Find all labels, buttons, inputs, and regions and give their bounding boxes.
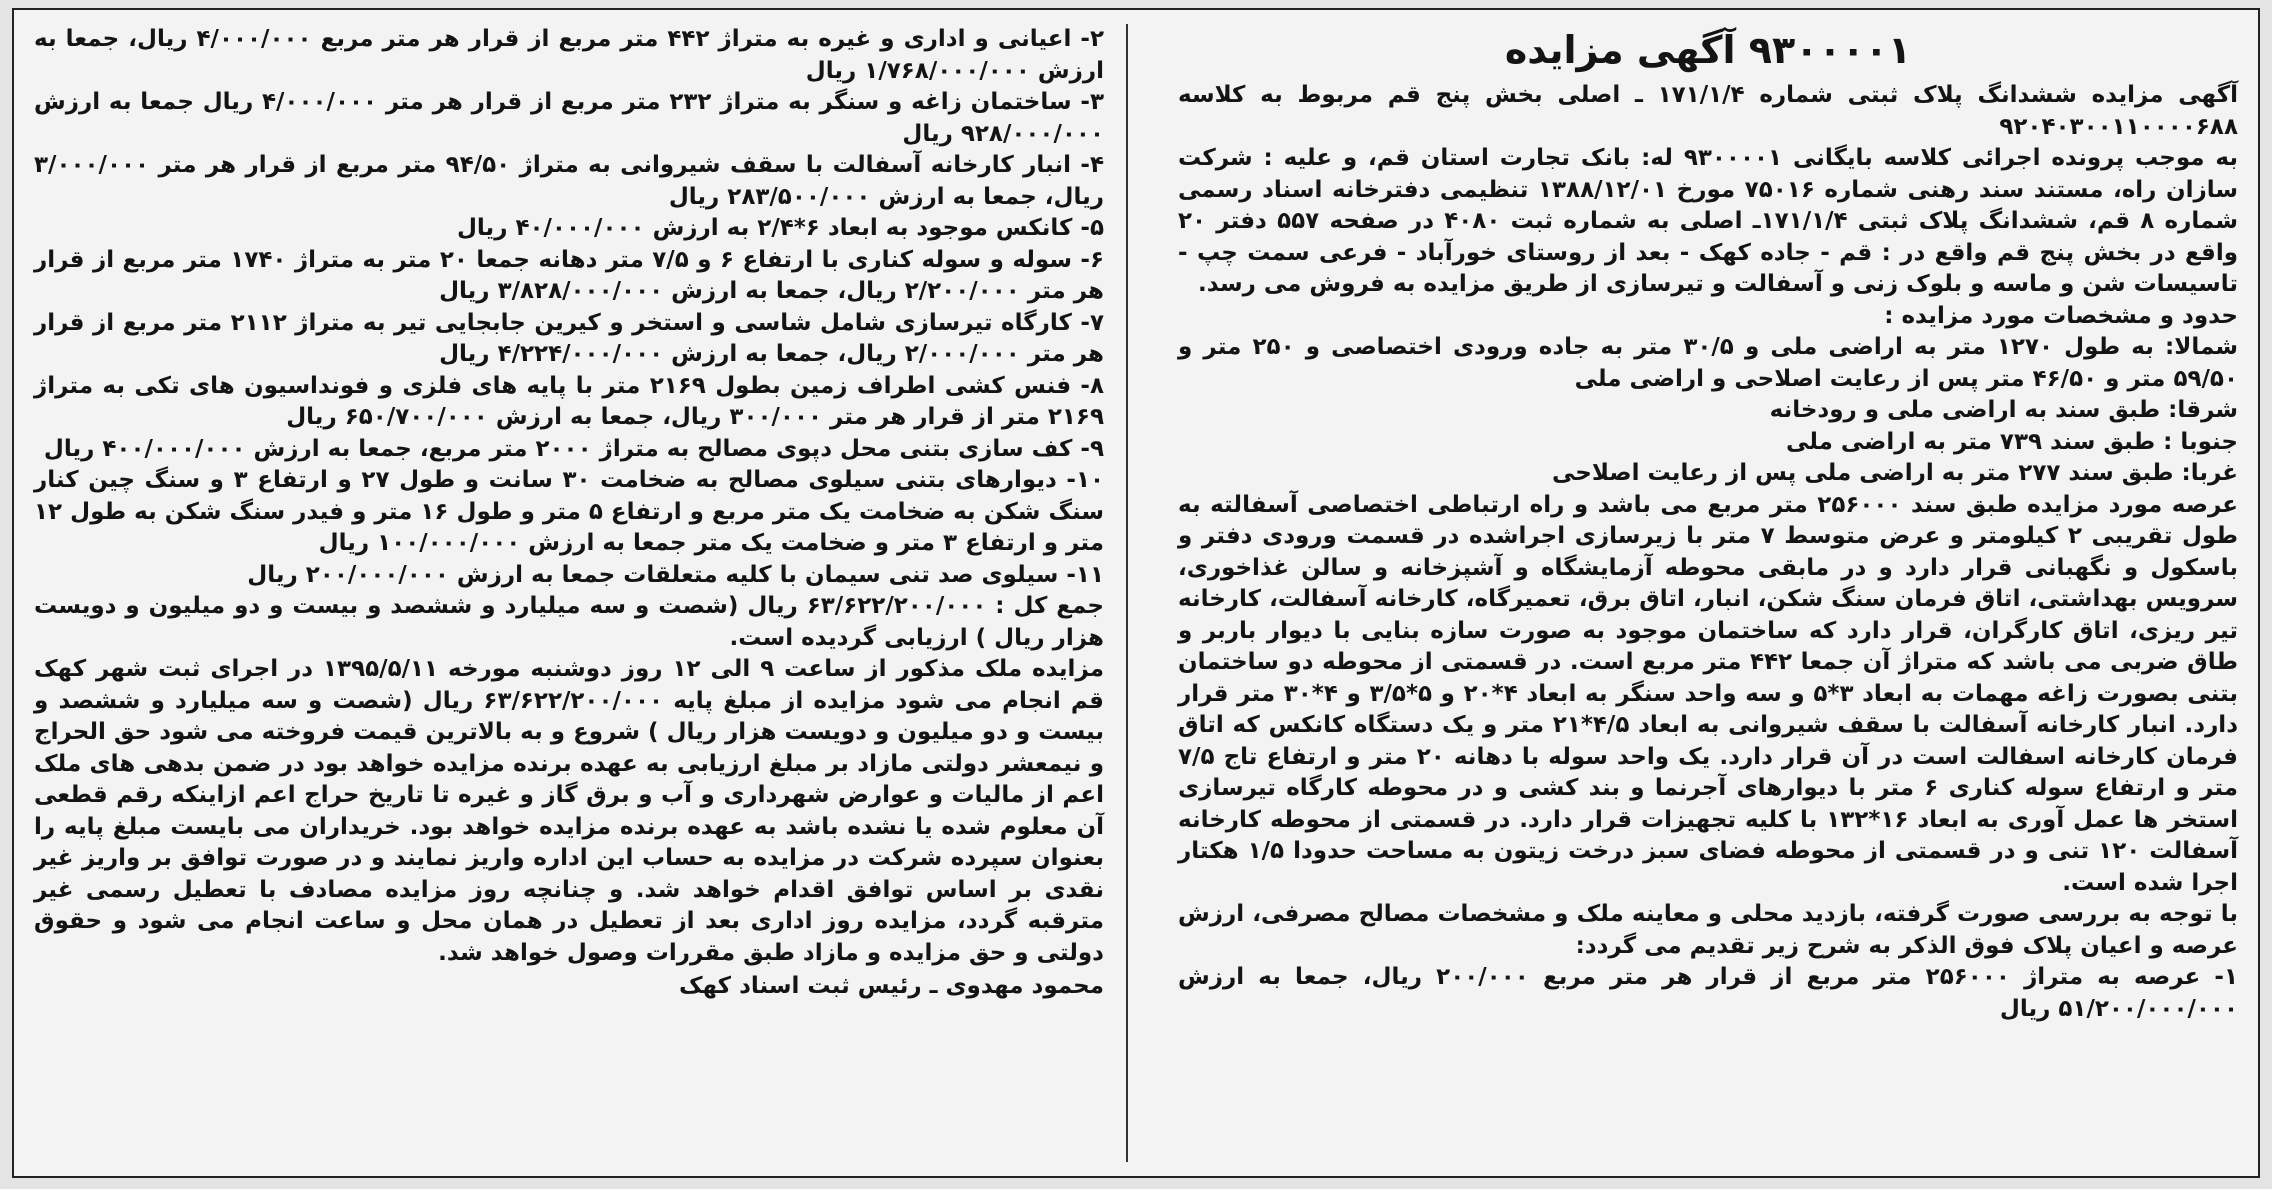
valuation-intro: با توجه به بررسی صورت گرفته، بازدید محلی و معاینه ملک و مشخصات مصالح مصرفی، ارزش عرصه و اعیان پلاک فوق الذکر به شرح زیر تقدیم می گردد: xyxy=(1178,901,2238,959)
notice-frame xyxy=(12,8,2260,1178)
valuation-item-2: ۲- اعیانی و اداری و غیره به متراژ ۴۴۲ متر مربع از قرار هر متر مربع ۴/۰۰۰/۰۰۰ ریال، جمعا به ارزش ۱/۷۶۸/۰۰۰/۰۰۰ ریال xyxy=(34,26,1104,84)
valuation-item-3: ۳- ساختمان زاغه و سنگر به متراژ ۲۳۲ متر مربع از قرار هر متر ۴/۰۰۰/۰۰۰ ریال جمعا به ارزش ۹۲۸/۰۰۰/۰۰۰ ریال xyxy=(34,89,1104,147)
valuation-item-11: ۱۱- سیلوی صد تنی سیمان با کلیه متعلقات جمعا به ارزش ۲۰۰/۰۰۰/۰۰۰ ریال xyxy=(247,561,1104,588)
notice-title-text: آگهی مزایده xyxy=(1504,28,1736,72)
notice-title xyxy=(1178,24,2238,76)
property-description: عرصه مورد مزایده طبق سند ۲۵۶۰۰۰ متر مربع می باشد و راه ارتباطی اختصاصی آسفالته به طول تقریبی ۲ کیلومتر و عرض متوسط ۷ متر با زیرسازی اجراشده در قسمت ورودی دفتر و باسکول و نگهبانی قرار دارد و در مابقی محوطه آزمایشگاه و آشپزخانه و سالن غذاخوری، سرویس بهداشتی، اتاق فرمان سنگ شکن، انبار، اتاق برق، تعمیرگاه، کارخانه آسفالت، کارخانه تیر ریزی، اتاق کارگران، قرار دارد که ساختمان موجود به صورت سازه بنایی با دیوار باربر و طاق ضربی می باشد که متراژ آن جمعا ۴۴۲ متر مربع است. در قسمتی از محوطه دو ساختمان بتنی بصورت زاغه مهمات به ابعاد ۳*۵ و سه واحد سنگر به ابعاد ۴*۲۰ و ۵*۳/۵ و ۴*۳۰ متر قرار دارد. انبار کارخانه آسفالت با سقف شیروانی به ابعاد ۴/۵*۲۱ متر و یک دستگاه کانکس که اتاق فرمان کارخانه اسفالت است در آن قرار دارد. یک واحد سوله با دهانه ۲۰ متر و ارتفاع تاج ۷/۵ متر و ارتفاع سوله کناری ۶ متر با دیوارهای آجرنما و بند کشی و در محوطه کارگاه تیرسازی استخر ها عمل آوری به ابعاد ۱۶*۱۳۲ با کلیه تجهیزات قرار دارد. در قسمتی از محوطه کارخانه آسفالت ۱۲۰ تنی و در قسمتی از محوطه فضای سبز درخت زیتون به مساحت حدودا ۱/۵ هکتار اجرا شده است. xyxy=(1178,491,2239,896)
case-description: به موجب پرونده اجرائی کلاسه بایگانی ۹۳۰۰۰۰۱ له: بانک تجارت استان قم، و علیه : شرکت سازان راه، مستند سند رهنی شماره ۷۵۰۱۶ مورخ ۱۳۸۸/۱۲/۰۱ تنظیمی دفترخانه اسناد رسمی شماره ۸ قم، ششدانگ پلاک ثبتی ۱۷۱/۱/۴ـ اصلی به شماره ثبت ۴۰۸۰ در صفحه ۵۵۷ دفتر ۲۰ واقع در بخش پنج قم واقع در : قم - جاده کهک - بعد از روستای خورآباد - فرعی سمت چپ - تاسیسات شن و ماسه و بلوک زنی و آسفالت و تیرسازی از طریق مزایده به فروش می رسد. xyxy=(1178,145,2238,297)
valuation-item-4: ۴- انبار کارخانه آسفالت با سقف شیروانی به متراژ ۹۴/۵۰ متر مربع از قرار هر متر ۳/۰۰۰/۰۰۰ ریال، جمعا به ارزش ۲۸۳/۵۰۰/۰۰۰ ریال xyxy=(34,152,1104,210)
total-valuation: جمع کل : ۶۳/۶۲۲/۲۰۰/۰۰۰ ریال (شصت و سه میلیارد و ششصد و بیست و دو میلیون و دویست هزار ریال ) ارزیابی گردیده است. xyxy=(34,593,1104,651)
column-divider xyxy=(1126,24,1128,1162)
valuation-item-1: ۱- عرصه به متراژ ۲۵۶۰۰۰ متر مربع از قرار هر متر مربع ۲۰۰/۰۰۰ ریال، جمعا به ارزش ۵۱/۲۰۰/۰۰۰/۰۰۰ ریال xyxy=(1178,964,2238,1022)
boundary-south: جنوبا : طبق سند ۷۳۹ متر به اراضی ملی xyxy=(1785,428,2238,455)
auction-terms: مزایده ملک مذکور از ساعت ۹ الی ۱۲ روز دوشنبه مورخه ۱۳۹۵/۵/۱۱ در اجرای ثبت شهر کهک قم انجام می شود مزایده از مبلغ پایه ۶۳/۶۲۲/۲۰۰/۰۰۰ ریال (شصت و سه میلیارد و ششصد و بیست و دو میلیون و دویست هزار ریال ) شروع و به بالاترین قیمت فروخته می شود حق الحراج و نیمعشر دولتی مازاد بر مبلغ ارزیابی به عهده برنده مزایده خواهد بود در ضمن بدهی های ملک اعم از مالیات و عوارض شهرداری و آب و برق گاز و غیره تا تاریخ حراج اعم ازاینکه رقم قطعی آن معلوم شده یا نشده باشد به عهده برنده مزایده خواهد بود. خریداران می بایست مبلغ پایه را بعنوان سپرده شرکت در مزایده به حساب این اداره واریز نمایند و در صورت توافق بر واریز غیر نقدی بر اساس توافق اقدام خواهد شد. و چنانچه روز مزایده مصادف با تعطیل رسمی غیر مترقبه گردد، مزایده روز اداری بعد از تعطیل در همان محل و ساعت انجام می شود و حقوق دولتی و حق مزایده و مازاد طبق مقررات وصول خواهد شد. xyxy=(34,656,1104,966)
boundaries-heading: حدود و مشخصات مورد مزایده : xyxy=(1884,302,2238,329)
notice-number: ۹۳۰۰۰۰۱ xyxy=(1748,28,1912,72)
boundary-west: غربا: طبق سند ۲۷۷ متر به اراضی ملی پس از رعایت اصلاحی xyxy=(1552,460,2238,486)
valuation-item-5: ۵- کانکس موجود به ابعاد ۶*۲/۴ به ارزش ۴۰/۰۰۰/۰۰۰ ریال xyxy=(456,215,1104,241)
valuation-item-7: ۷- کارگاه تیرسازی شامل شاسی و استخر و کیرین جابجایی تیر به متراژ ۲۱۱۲ متر مربع از قرار هر متر ۲/۰۰۰/۰۰۰ ریال، جمعا به ارزش ۴/۲۲۴/۰۰۰/۰۰۰ ریال xyxy=(34,309,1104,367)
valuation-item-9: ۹- کف سازی بتنی محل دپوی مصالح به متراژ ۲۰۰۰ متر مربع، جمعا به ارزش ۴۰۰/۰۰۰/۰۰۰ ریال xyxy=(43,435,1104,462)
notice-heading-line: آگهی مزایده ششدانگ پلاک ثبتی شماره ۱۷۱/۱/۴ ـ اصلی بخش پنج قم مربوط به کلاسه ۹۲۰۴۰۳۰۰۱۱۰۰۰۰۶۸۸ xyxy=(1178,82,2238,140)
valuation-item-6: ۶- سوله و سوله کناری با ارتفاع ۶ و ۷/۵ متر دهانه جمعا ۲۰ متر به متراژ ۱۷۴۰ متر مربع از قرار هر متر ۲/۲۰۰/۰۰۰ ریال، جمعا به ارزش ۳/۸۲۸/۰۰۰/۰۰۰ ریال xyxy=(34,246,1104,304)
signature: محمود مهدوی ـ رئیس ثبت اسناد کهک xyxy=(678,973,1104,999)
valuation-item-10: ۱۰- دیوارهای بتنی سیلوی مصالح به ضخامت ۳۰ سانت و طول ۲۷ و ارتفاع ۳ و سنگ چین کنار سنگ شکن به ضخامت یک متر مربع و ارتفاع ۵ متر و طول ۱۶ متر و فیدر سنگ شکن به طول ۱۲ متر و ارتفاع ۳ متر و ضخامت یک متر جمعا به ارزش ۱۰۰/۰۰۰/۰۰۰ ریال xyxy=(34,467,1105,556)
valuation-item-8: ۸- فنس کشی اطراف زمین بطول ۲۱۶۹ متر با پایه های فلزی و فونداسیون های تکی به متراژ ۲۱۶۹ متر از قرار هر متر ۳۰۰/۰۰۰ ریال، جمعا به ارزش ۶۵۰/۷۰۰/۰۰۰ ریال xyxy=(34,372,1105,430)
boundary-east: شرقا: طبق سند به اراضی ملی و رودخانه xyxy=(1769,397,2238,423)
left-column xyxy=(34,24,1104,1026)
boundary-north: شمالا: به طول ۱۲۷۰ متر به اراضی ملی و ۳۰/۵ متر به جاده ورودی اختصاصی و ۲۵۰ متر و ۵۹/۵۰ متر و ۴۶/۵۰ متر پس از رعایت اصلاحی و اراضی ملی xyxy=(1178,334,2238,392)
right-column xyxy=(1178,24,2238,1025)
